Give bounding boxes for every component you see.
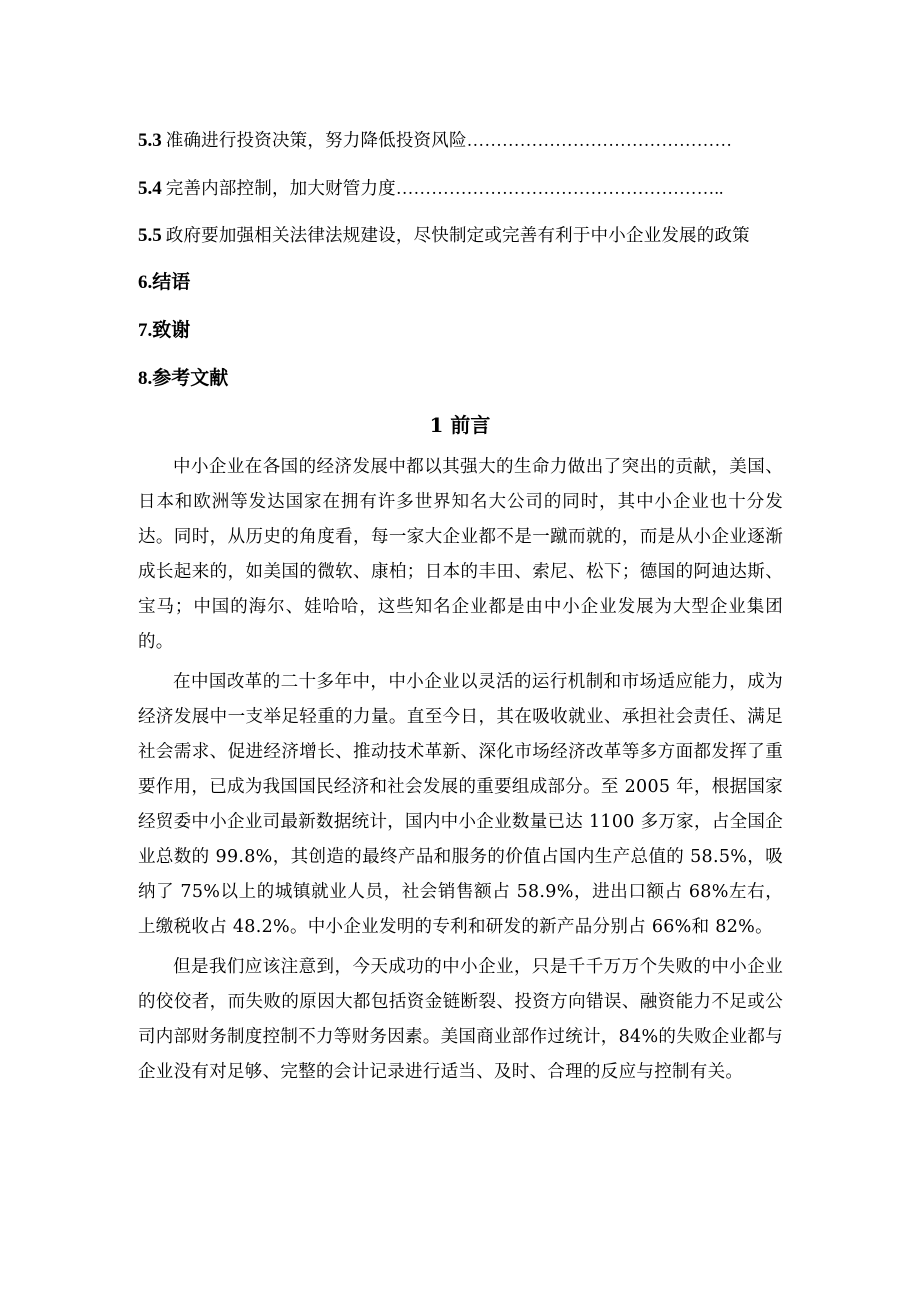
toc-heading-conclusion[interactable]: 6.结语 (138, 272, 191, 293)
toc-leader-dots: ……………………………………………….. (395, 178, 724, 198)
section-title: 1 前言 (429, 413, 491, 437)
toc-item-5-3[interactable] (138, 124, 798, 172)
toc-leader-dots: ……………………………………… (466, 130, 733, 150)
toc-item-5-5[interactable] (138, 220, 798, 268)
body-paragraph: 中小企业在各国的经济发展中都以其强大的生命力做出了突出的贡献，美国、日本和欧洲等发达国家在拥有许多世界知名大公司的同时，其中小企业也十分发达。同时，从历史的角度看，每一家大企业都不是一蹴而就的，而是从小企业逐渐成长起来的，如美国的微软、康柏；日本的丰田、索尼、松下；德国的阿迪达斯、宝马；中国的海尔、娃哈哈，这些知名企业都是由中小企业发展为大型企业集团的。 (138, 457, 783, 652)
toc-item-text: 准确进行投资决策，努力降低投资风险 (165, 131, 467, 151)
table-of-contents (138, 124, 798, 412)
toc-item-text: 政府要加强相关法律法规建设，尽快制定或完善有利于中小企业发展的政策 (165, 226, 750, 246)
body-paragraph: 但是我们应该注意到，今天成功的中小企业，只是千千万万个失败的中小企业的佼佼者，而失败的原因大都包括资金链断裂、投资方向错误、融资能力不足或公司内部财务制度控制不力等财务因素。美国商业部作过统计，84%的失败企业都与企业没有对足够、完整的会计记录进行适当、及时、合理的反应与控制有关。 (138, 957, 783, 1082)
toc-heading-references[interactable]: 8.参考文献 (138, 368, 229, 389)
toc-item-number: 5.5 (138, 225, 162, 246)
toc-item-5-4[interactable] (138, 172, 798, 220)
body-paragraph: 在中国改革的二十多年中，中小企业以灵活的运行机制和市场适应能力，成为经济发展中一支举足轻重的力量。直至今日，其在吸收就业、承担社会责任、满足社会需求、促进经济增长、推动技术革新、深化市场经济改革等多方面都发挥了重要作用，已成为我国国民经济和社会发展的重要组成部分。至 2005 年，根据国家经贸委中小企业司最新数据统计，国内中小企业数量已达 1100 多万家，占全国企业总数的 99.8%，其创造的最终产品和服务的价值占国内生产总值的 58.5%，吸纳了 75%以上的城镇就业人员，社会销售额占 58.9%，进出口额占 68%左右，上缴税收占 48.2%。中小企业发明的专利和研发的新产品分别占 66%和 82%。 (138, 672, 783, 937)
toc-item-number: 5.3 (138, 130, 162, 151)
toc-heading-acknowledgements[interactable]: 7.致谢 (138, 320, 191, 341)
toc-item-text: 完善内部控制，加大财管力度 (165, 179, 396, 199)
section-body (138, 450, 783, 1095)
toc-item-number: 5.4 (138, 178, 162, 199)
